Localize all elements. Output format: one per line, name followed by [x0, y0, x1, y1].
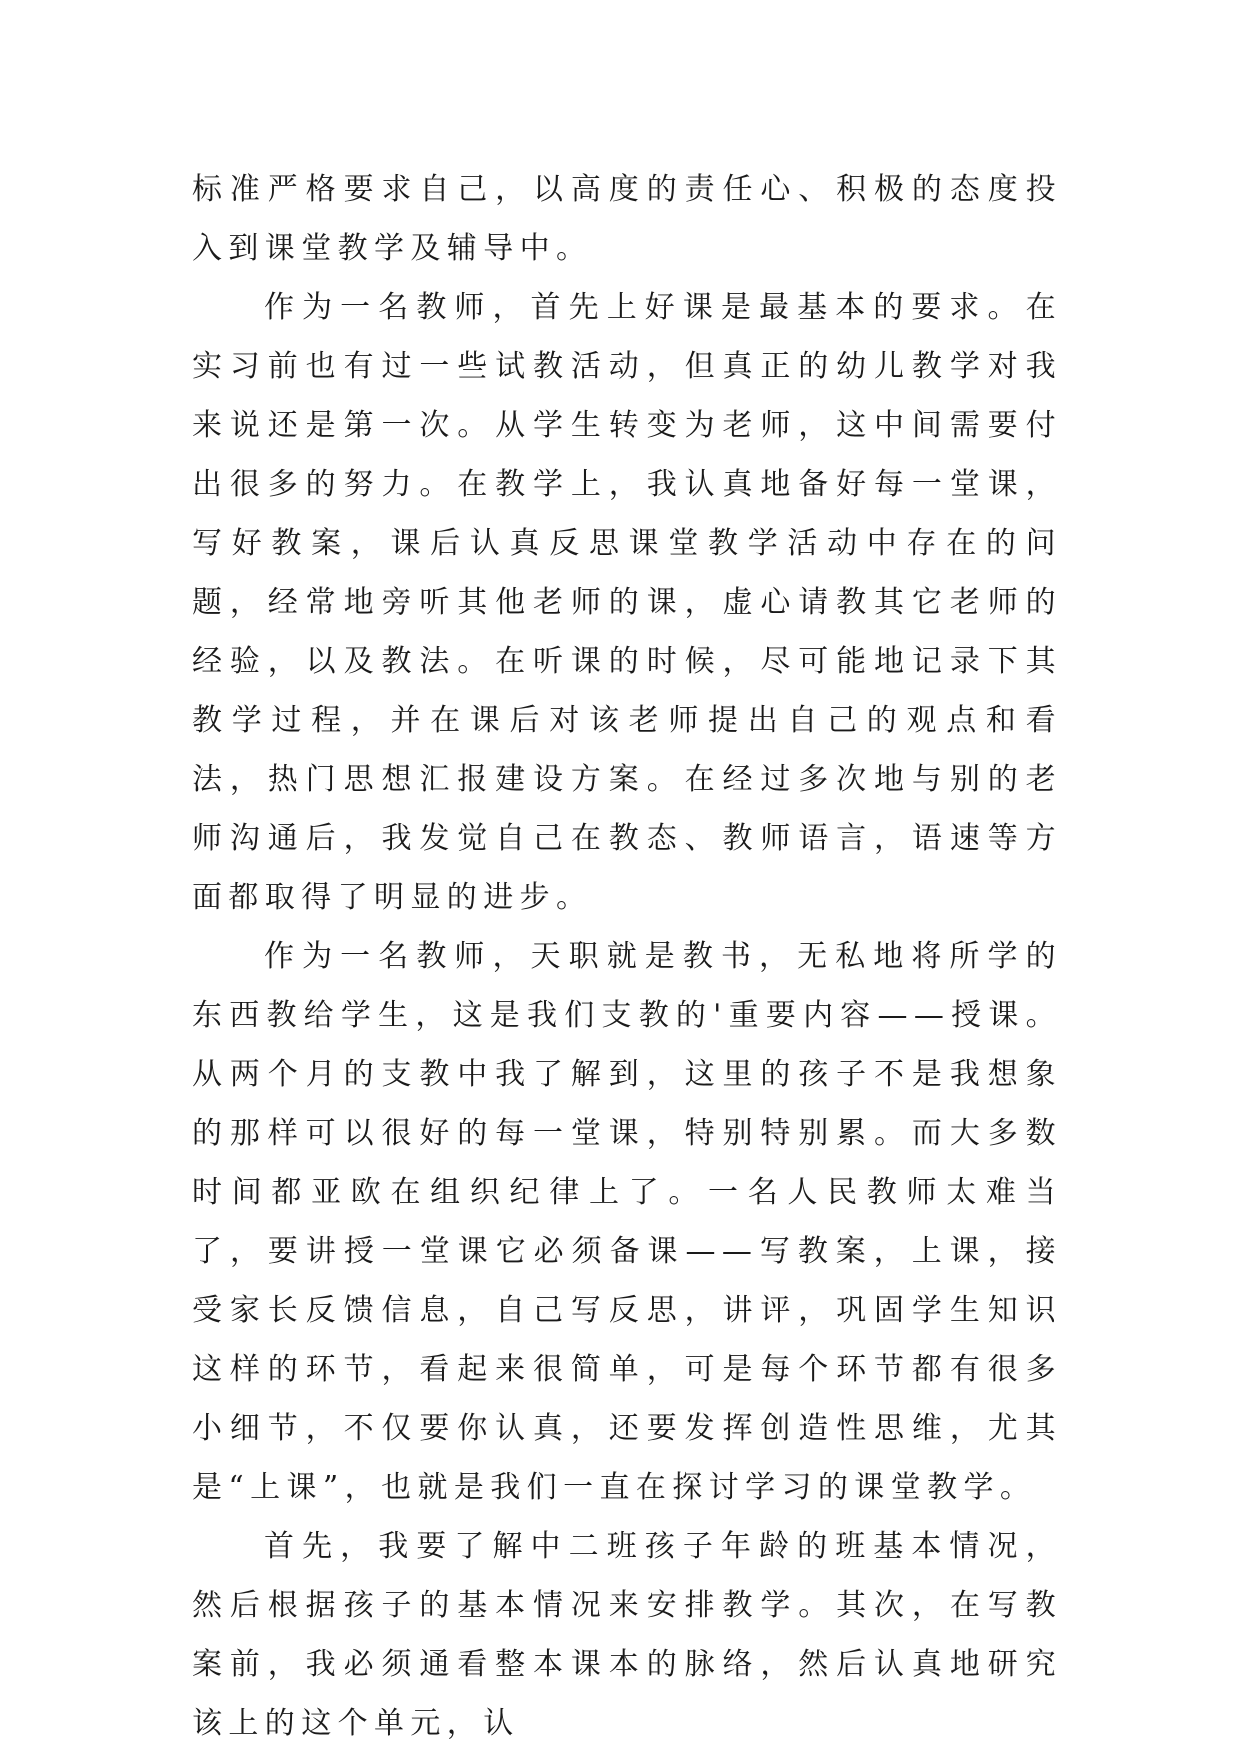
- document-body: [192, 160, 1062, 1753]
- paragraph-3: 作为一名教师，天职就是教书，无私地将所学的东西教给学生，这是我们支教的'重要内容——授课。从两个月的支教中我了解到，这里的孩子不是我想象的那样可以很好的每一堂课，特别特别累。而大多数时间都亚欧在组织纪律上了。一名人民教师太难当了，要讲授一堂课它必须备课——写教案，上课，接受家长反馈信息，自己写反思，讲评，巩固学生知识这样的环节，看起来很简单，可是每个环节都有很多小细节，不仅要你认真，还要发挥创造性思维，尤其是“上课”，也就是我们一直在探讨学习的课堂教学。: [192, 939, 1062, 1505]
- paragraph-1: 标准严格要求自己，以高度的责任心、积极的态度投入到课堂教学及辅导中。: [192, 172, 1062, 266]
- paragraph-2: 作为一名教师，首先上好课是最基本的要求。在实习前也有过一些试教活动，但真正的幼儿教学对我来说还是第一次。从学生转变为老师，这中间需要付出很多的努力。在教学上，我认真地备好每一堂课，写好教案，课后认真反思课堂教学活动中存在的问题，经常地旁听其他老师的课，虚心请教其它老师的经验，以及教法。在听课的时候，尽可能地记录下其教学过程，并在课后对该老师提出自己的观点和看法，热门思想汇报建设方案。在经过多次地与别的老师沟通后，我发觉自己在教态、教师语言，语速等方面都取得了明显的进步。: [192, 290, 1062, 915]
- paragraph-4: 首先，我要了解中二班孩子年龄的班基本情况，然后根据孩子的基本情况来安排教学。其次，在写教案前，我必须通看整本课本的脉络，然后认真地研究该上的这个单元，认: [192, 1529, 1062, 1741]
